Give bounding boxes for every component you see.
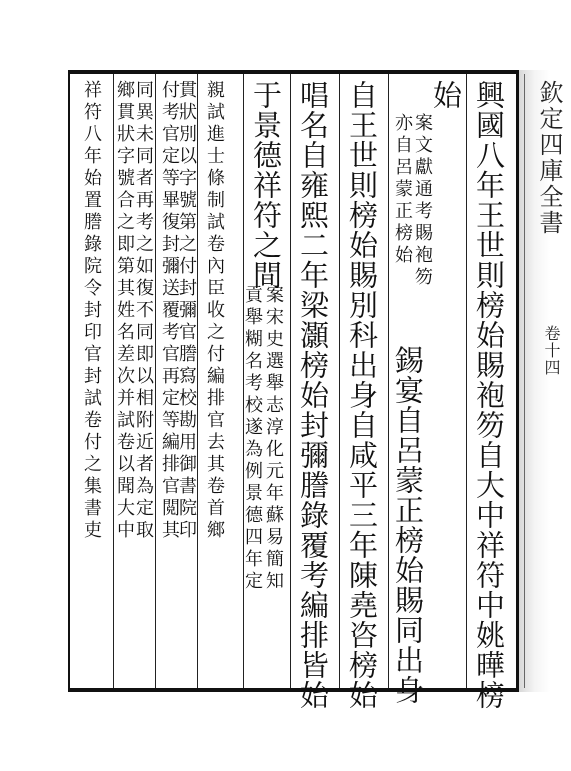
frame-right-border xyxy=(516,70,519,692)
text-column: 于景德祥符之間 xyxy=(249,80,283,290)
column-rule xyxy=(290,74,291,688)
column-rule xyxy=(339,74,340,688)
annotation-column: 鄉貫狀字號合之即第其姓名差次并試卷以聞大中 xyxy=(114,80,135,542)
annotation-column: 同異未同者再考之如復不同即以相附近者為定取 xyxy=(133,80,154,542)
column-rule xyxy=(197,74,198,688)
edge-divider xyxy=(524,74,525,688)
text-column: 唱名自雍熙二年梁灝榜始封彌謄錄覆考編排皆始 xyxy=(296,80,330,710)
frame-bottom-border xyxy=(68,688,518,692)
text-column: 興國八年王世則榜始賜袍笏自大中祥符中姚曄榜 xyxy=(472,80,506,710)
annotation-column: 貢舉糊名考校遂為例景德四年定 xyxy=(242,285,263,593)
annotation-column: 案文獻通考賜袍笏 xyxy=(412,113,433,289)
annotation-column: 親試進士條制試卷內臣收之付編排官去其卷首鄉 xyxy=(204,80,225,542)
annotation-column: 付考官定等畢復封彌送覆考官再定等編排官閲其 xyxy=(159,80,180,542)
column-rule xyxy=(155,74,156,688)
text-column: 錫宴自呂蒙正榜始賜同出身 xyxy=(391,345,425,705)
frame-top-border xyxy=(68,70,518,74)
text-column: 始 xyxy=(429,80,463,110)
frame-left-border xyxy=(68,70,70,692)
annotation-column: 案宋史選舉志淳化元年蘇易簡知 xyxy=(263,285,284,593)
annotation-column: 亦自呂蒙正榜始 xyxy=(392,113,413,267)
volume-number: 卷十四 xyxy=(542,325,561,376)
annotation-column: 祥符八年始置謄錄院令封印官封試卷付之集書吏 xyxy=(81,80,102,542)
column-rule xyxy=(466,74,467,688)
annotation-column: 貫狀別以字號第之付封彌官謄寫校勘用御書院印 xyxy=(176,80,197,542)
column-rule xyxy=(388,74,389,688)
text-column: 自王世則榜始賜別科出身自咸平三年陳堯咨榜始 xyxy=(345,80,379,710)
book-title: 欽定四庫全書 xyxy=(535,80,563,236)
